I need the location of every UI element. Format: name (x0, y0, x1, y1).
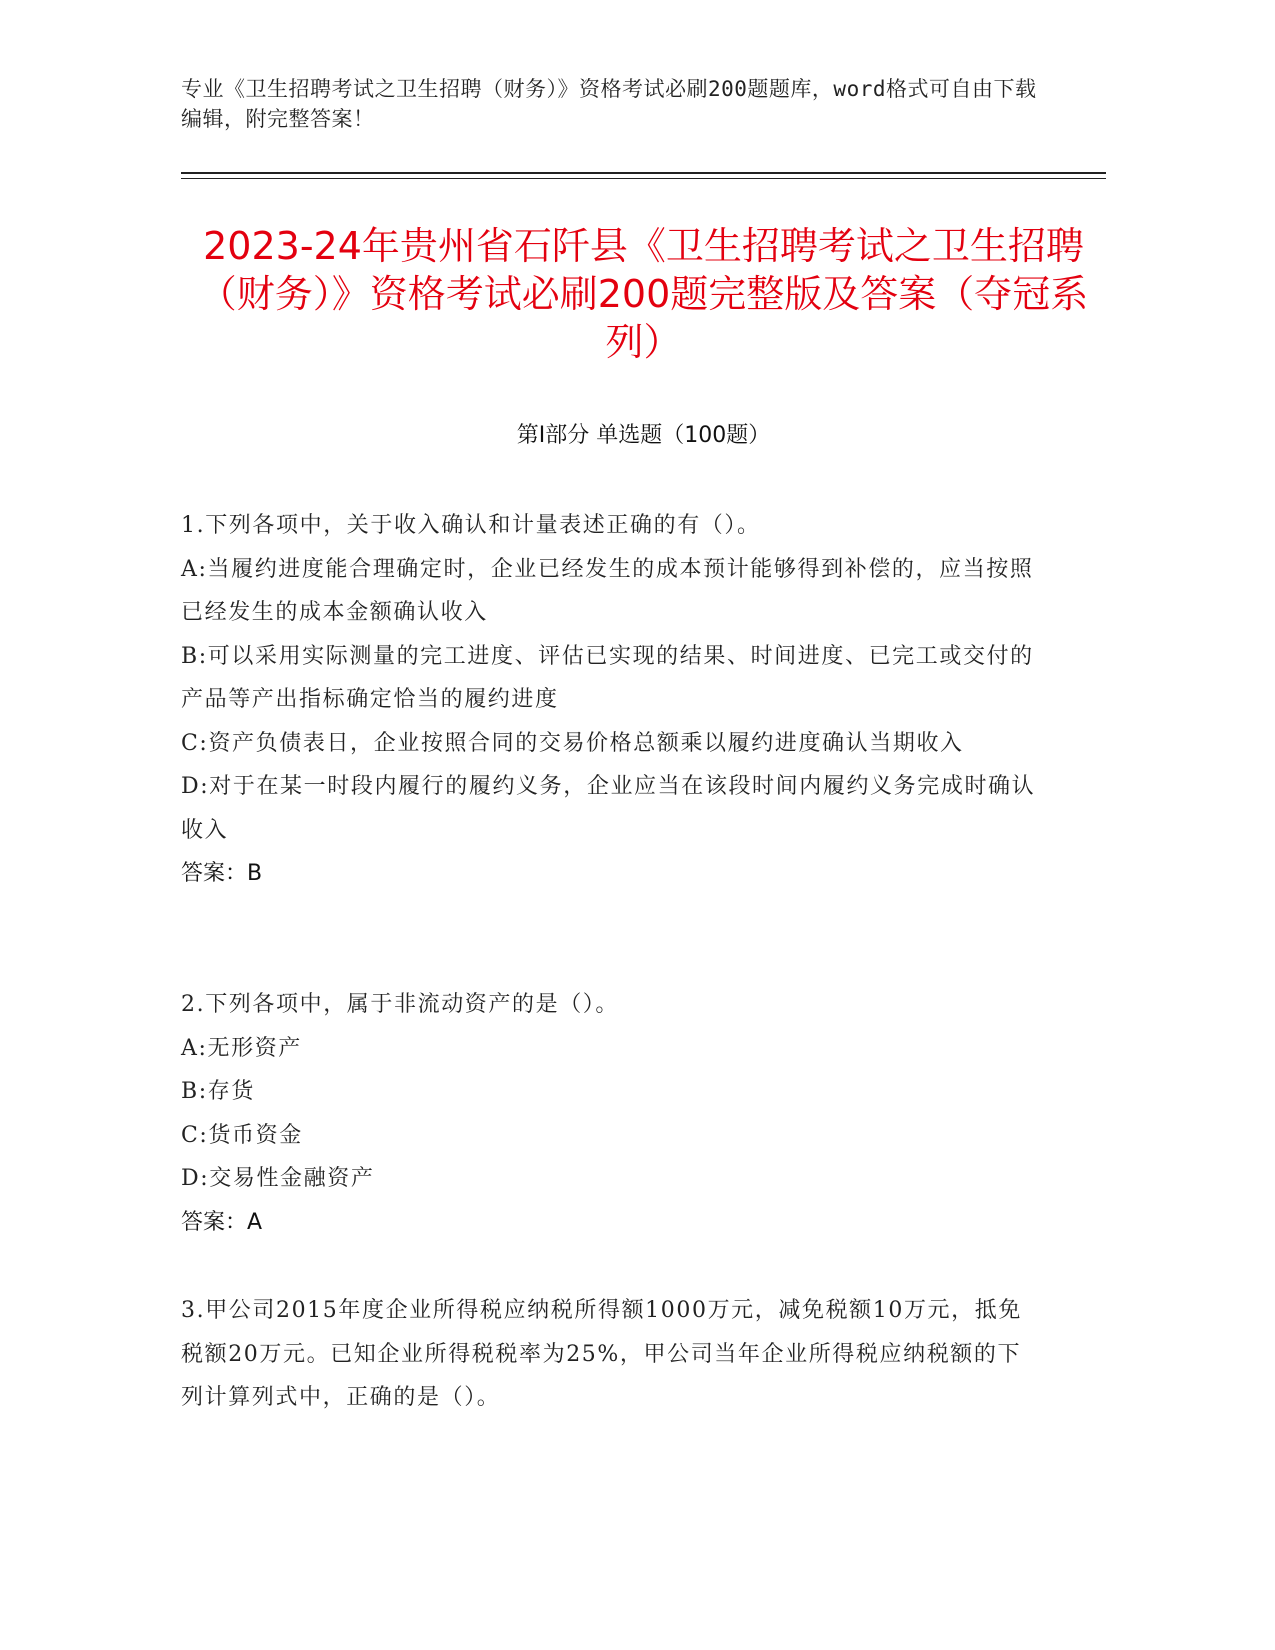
option-a: A:无形资产 (181, 1035, 302, 1061)
option-a: A:当履约进度能合理确定时，企业已经发生的成本预计能够得到补偿的，应当按照已经发生的成本金额确认收入 (181, 556, 1034, 625)
option-b: B:存货 (181, 1079, 255, 1104)
question-2 (181, 983, 1041, 1244)
question-1 (181, 504, 1041, 896)
header-rule-thick (181, 172, 1106, 174)
question-stem: 2.下列各项中，属于非流动资产的是（）。 (181, 992, 619, 1017)
option-c: C:资产负债表日，企业按照合同的交易价格总额乘以履约进度确认当期收入 (181, 730, 964, 756)
header-note: 专业《卫生招聘考试之卫生招聘（财务）》资格考试必刷200题题库，word格式可自由下载编辑，附完整答案！ (181, 77, 1037, 131)
option-b: B:可以采用实际测量的完工进度、评估已实现的结果、时间进度、已完工或交付的产品等产出指标确定恰当的履约进度 (181, 643, 1034, 712)
document-title: 2023-24年贵州省石阡县《卫生招聘考试之卫生招聘（财务）》资格考试必刷200题完整版及答案（夺冠系列） (198, 224, 1089, 364)
question-3 (181, 1289, 1041, 1420)
option-c: C:货币资金 (181, 1122, 303, 1148)
question-stem: 1.下列各项中，关于收入确认和计量表述正确的有（）。 (181, 513, 761, 538)
option-d: D:对于在某一时段内履行的履约义务，企业应当在该段时间内履约义务完成时确认收入 (181, 774, 1036, 843)
question-stem: 3.甲公司2015年度企业所得税应纳税所得额1000万元，减免税额10万元，抵免税额20万元。已知企业所得税税率为25%，甲公司当年企业所得税应纳税额的下列计算列式中，正确的是（）。 (181, 1298, 1022, 1410)
option-d: D:交易性金融资产 (181, 1166, 375, 1191)
answer: 答案：B (181, 861, 263, 886)
answer: 答案：A (181, 1209, 263, 1235)
header-rule-thin (181, 178, 1106, 179)
section-heading: 第I部分 单选题（100题） (516, 423, 771, 448)
